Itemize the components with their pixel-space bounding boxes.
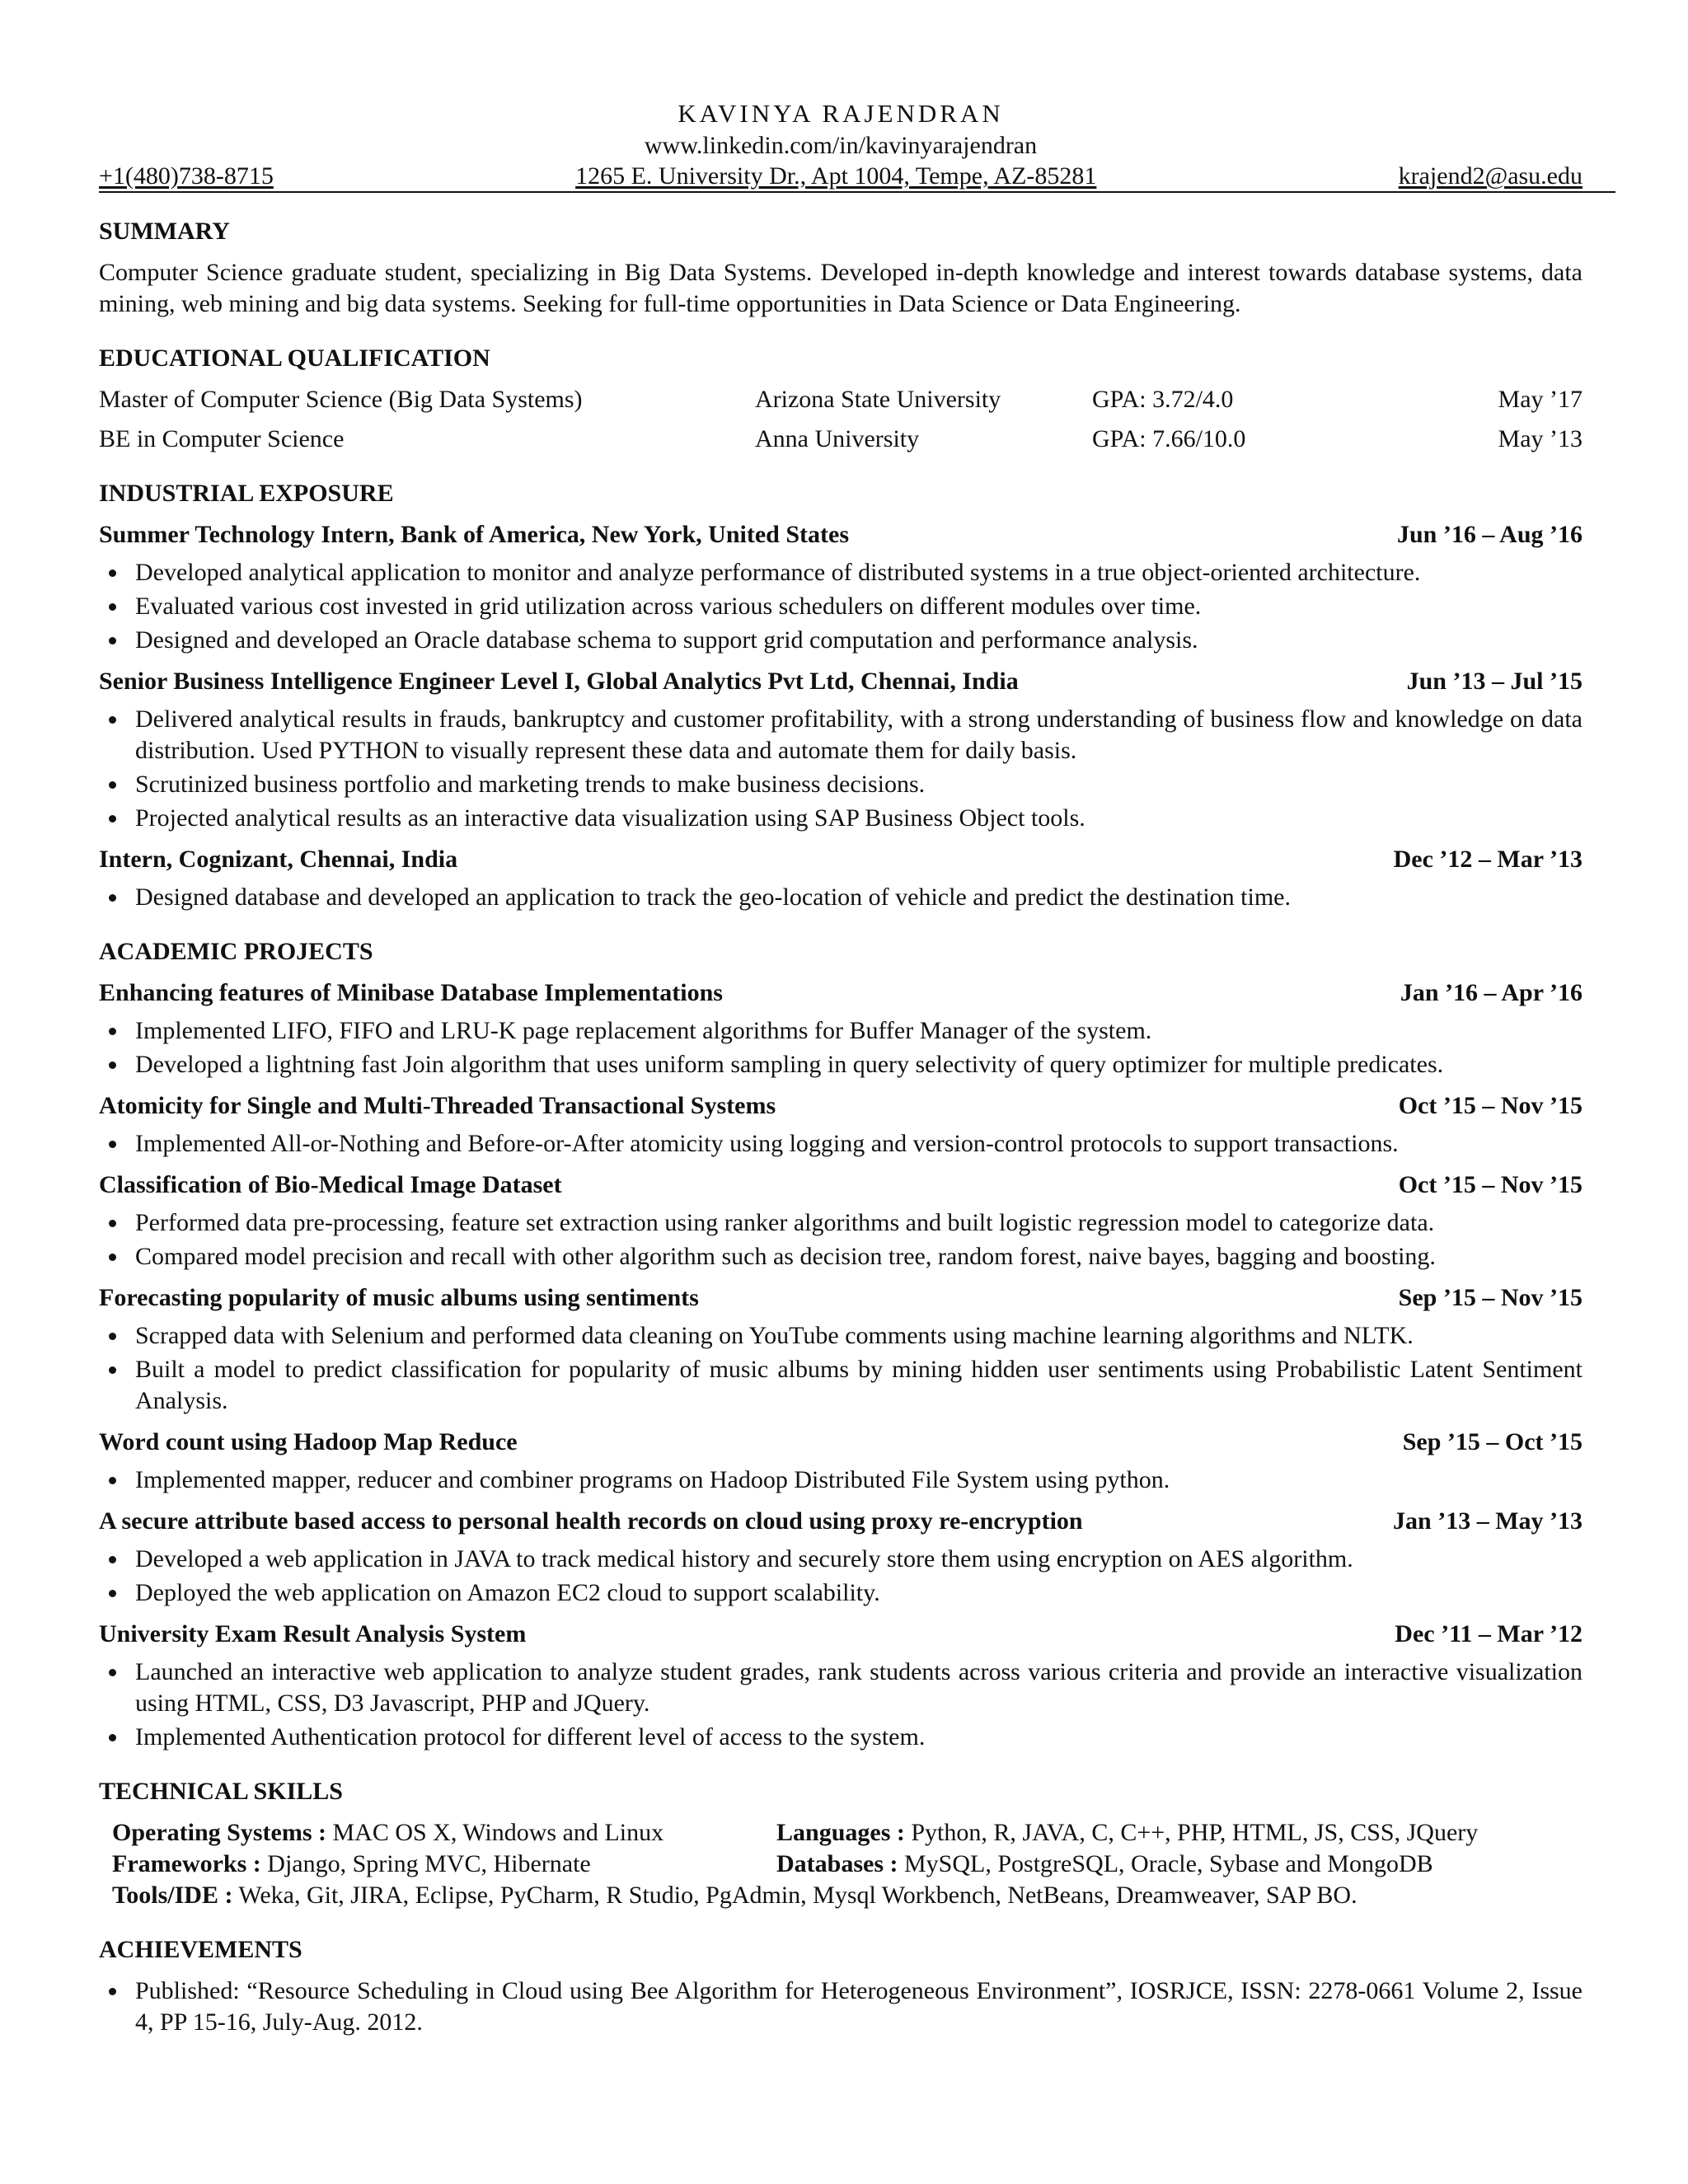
skill-tools <box>112 1880 1357 1911</box>
list-item: Performed data pre-processing, feature set extraction using ranker algorithms and built logistic regression model to categorize data. <box>99 1207 1582 1239</box>
list-item: Launched an interactive web application to analyze student grades, rank students across various criteria and provide an interactive visualization using HTML, CSS, D3 Javascript, PHP and JQuery. <box>99 1657 1582 1719</box>
industry-heading: INDUSTRIAL EXPOSURE <box>99 480 394 507</box>
project-date: Jan ’13 – May ’13 <box>1393 1507 1582 1535</box>
graduation-date: May ’13 <box>1498 425 1582 452</box>
list-item: Built a model to predict classification for popularity of music albums by mining hidden user sentiments using Probabilistic Latent Sentiment Analysis. <box>99 1354 1582 1417</box>
list-item: Scrapped data with Selenium and performed data cleaning on YouTube comments using machine learning algorithms and NLTK. <box>99 1320 1582 1352</box>
email-address[interactable]: krajend2@asu.edu <box>1398 162 1582 190</box>
project-name: Forecasting popularity of music albums using sentiments <box>99 1284 699 1311</box>
list-item: Compared model precision and recall with other algorithm such as decision tree, random forest, naive bayes, bagging and boosting. <box>99 1241 1582 1272</box>
project-name: Atomicity for Single and Multi-Threaded Transactional Systems <box>99 1092 776 1119</box>
job-bullets <box>99 704 1582 834</box>
skills-block <box>99 1817 1582 1911</box>
candidate-name: KAVINYA RAJENDRAN <box>678 99 1004 128</box>
list-item: Published: “Resource Scheduling in Cloud using Bee Algorithm for Heterogeneous Environment”, IOSRJCE, ISSN: 2278-0661 Volume 2, Issue 4, PP 15-16, July-Aug. 2012. <box>99 1975 1582 2038</box>
project-bullets <box>99 1207 1582 1272</box>
project-name: University Exam Result Analysis System <box>99 1620 527 1647</box>
job-bullets <box>99 557 1582 656</box>
project-bullets <box>99 1015 1582 1080</box>
job-bullets <box>99 882 1582 913</box>
list-item: Scrutinized business portfolio and marketing trends to make business decisions. <box>99 769 1582 800</box>
skill-label: Databases : <box>776 1850 898 1877</box>
project-heading <box>99 1282 1582 1314</box>
list-item: Developed analytical application to monitor and analyze performance of distributed systems in a true object-oriented architecture. <box>99 557 1582 588</box>
list-item: Implemented mapper, reducer and combiner programs on Hadoop Distributed File System using python. <box>99 1465 1582 1496</box>
job-date: Jun ’13 – Jul ’15 <box>1406 668 1582 695</box>
skill-label: Frameworks : <box>112 1850 261 1877</box>
degree: Master of Computer Science (Big Data Systems) <box>99 386 583 413</box>
skill-row <box>112 1817 1582 1849</box>
skills-heading: TECHNICAL SKILLS <box>99 1778 343 1805</box>
project-name: Word count using Hadoop Map Reduce <box>99 1428 518 1455</box>
resume-page <box>99 97 1582 2041</box>
list-item: Developed a lightning fast Join algorithm that uses uniform sampling in query selectivity of query optimizer for multiple predicates. <box>99 1049 1582 1080</box>
skill-row <box>112 1880 1582 1911</box>
project-date: Oct ’15 – Nov ’15 <box>1398 1171 1582 1198</box>
skill-databases <box>776 1849 1433 1880</box>
job-role: Senior Business Intelligence Engineer Level I, Global Analytics Pvt Ltd, Chennai, India <box>99 668 1019 695</box>
list-item: Developed a web application in JAVA to track medical history and securely store them using encryption on AES algorithm. <box>99 1544 1582 1575</box>
skill-value: MySQL, PostgreSQL, Oracle, Sybase and MongoDB <box>898 1850 1433 1877</box>
skill-value: Weka, Git, JIRA, Eclipse, PyCharm, R Studio, PgAdmin, Mysql Workbench, NetBeans, Dreamweaver, SAP BO. <box>232 1882 1357 1909</box>
project-heading <box>99 1169 1582 1201</box>
job-heading <box>99 844 1582 875</box>
gpa: GPA: 7.66/10.0 <box>1092 425 1246 452</box>
skill-label: Languages : <box>776 1819 905 1846</box>
skill-label: Tools/IDE : <box>112 1882 233 1909</box>
project-date: Dec ’11 – Mar ’12 <box>1395 1620 1582 1647</box>
project-date: Sep ’15 – Nov ’15 <box>1398 1284 1582 1311</box>
graduation-date: May ’17 <box>1498 386 1582 413</box>
project-heading <box>99 1619 1582 1650</box>
project-heading <box>99 1427 1582 1458</box>
project-name: A secure attribute based access to personal health records on cloud using proxy re-encryption <box>99 1507 1083 1535</box>
project-heading <box>99 1506 1582 1537</box>
linkedin-url[interactable]: www.linkedin.com/in/kavinyarajendran <box>644 132 1038 159</box>
list-item: Projected analytical results as an interactive data visualization using SAP Business Object tools. <box>99 803 1582 834</box>
project-heading <box>99 977 1582 1009</box>
degree: BE in Computer Science <box>99 425 345 452</box>
project-date: Jan ’16 – Apr ’16 <box>1400 979 1582 1006</box>
skill-frameworks <box>112 1849 776 1880</box>
skill-row <box>112 1849 1582 1880</box>
contact-row <box>99 162 1615 193</box>
projects-heading: ACADEMIC PROJECTS <box>99 938 373 965</box>
gpa: GPA: 3.72/4.0 <box>1092 386 1234 413</box>
job-role: Intern, Cognizant, Chennai, India <box>99 846 458 873</box>
list-item: Implemented LIFO, FIFO and LRU-K page replacement algorithms for Buffer Manager of the system. <box>99 1015 1582 1047</box>
project-name: Classification of Bio-Medical Image Dataset <box>99 1171 562 1198</box>
achievement-bullets <box>99 1975 1582 2038</box>
list-item: Evaluated various cost invested in grid utilization across various schedulers on different modules over time. <box>99 591 1582 622</box>
project-bullets <box>99 1465 1582 1496</box>
skill-os <box>112 1817 776 1849</box>
project-bullets <box>99 1544 1582 1609</box>
summary-text: Computer Science graduate student, specializing in Big Data Systems. Developed in-depth knowledge and interest towards database systems, data mining, web mining and big data systems. Seeking for full-time opportunities in Data Science or Data Engineering. <box>99 259 1582 317</box>
project-date: Oct ’15 – Nov ’15 <box>1398 1092 1582 1119</box>
skill-value: Django, Spring MVC, Hibernate <box>260 1850 591 1877</box>
list-item: Designed database and developed an application to track the geo-location of vehicle and predict the destination time. <box>99 882 1582 913</box>
job-heading <box>99 666 1582 697</box>
list-item: Designed and developed an Oracle database schema to support grid computation and performance analysis. <box>99 625 1582 656</box>
list-item: Implemented Authentication protocol for different level of access to the system. <box>99 1722 1582 1753</box>
project-bullets <box>99 1128 1582 1160</box>
postal-address: 1265 E. University Dr., Apt 1004, Tempe, AZ-85281 <box>575 162 1097 190</box>
education-row <box>99 384 1582 415</box>
list-item: Deployed the web application on Amazon EC2 cloud to support scalability. <box>99 1577 1582 1609</box>
project-date: Sep ’15 – Oct ’15 <box>1402 1428 1582 1455</box>
skill-label: Operating Systems : <box>112 1819 326 1846</box>
school: Anna University <box>755 425 920 452</box>
project-bullets <box>99 1320 1582 1417</box>
phone-number[interactable]: +1(480)738-8715 <box>99 162 274 190</box>
project-heading <box>99 1090 1582 1122</box>
list-item: Delivered analytical results in frauds, bankruptcy and customer profitability, with a strong understanding of business flow and knowledge on data distribution. Used PYTHON to visually represent these data and automate them for daily basis. <box>99 704 1582 766</box>
summary-heading: SUMMARY <box>99 218 230 245</box>
school: Arizona State University <box>755 386 1001 413</box>
skill-value: MAC OS X, Windows and Linux <box>326 1819 664 1846</box>
job-date: Dec ’12 – Mar ’13 <box>1393 846 1582 873</box>
skill-value: Python, R, JAVA, C, C++, PHP, HTML, JS, CSS, JQuery <box>904 1819 1479 1846</box>
job-role: Summer Technology Intern, Bank of America, New York, United States <box>99 521 850 548</box>
project-name: Enhancing features of Minibase Database Implementations <box>99 979 723 1006</box>
education-row <box>99 424 1582 455</box>
resume-header <box>99 97 1582 193</box>
list-item: Implemented All-or-Nothing and Before-or-After atomicity using logging and version-control protocols to support transactions. <box>99 1128 1582 1160</box>
project-bullets <box>99 1657 1582 1753</box>
job-date: Jun ’16 – Aug ’16 <box>1396 521 1582 548</box>
job-heading <box>99 519 1582 551</box>
skill-languages <box>776 1817 1478 1849</box>
achievements-heading: ACHIEVEMENTS <box>99 1936 302 1963</box>
education-heading: EDUCATIONAL QUALIFICATION <box>99 344 490 372</box>
